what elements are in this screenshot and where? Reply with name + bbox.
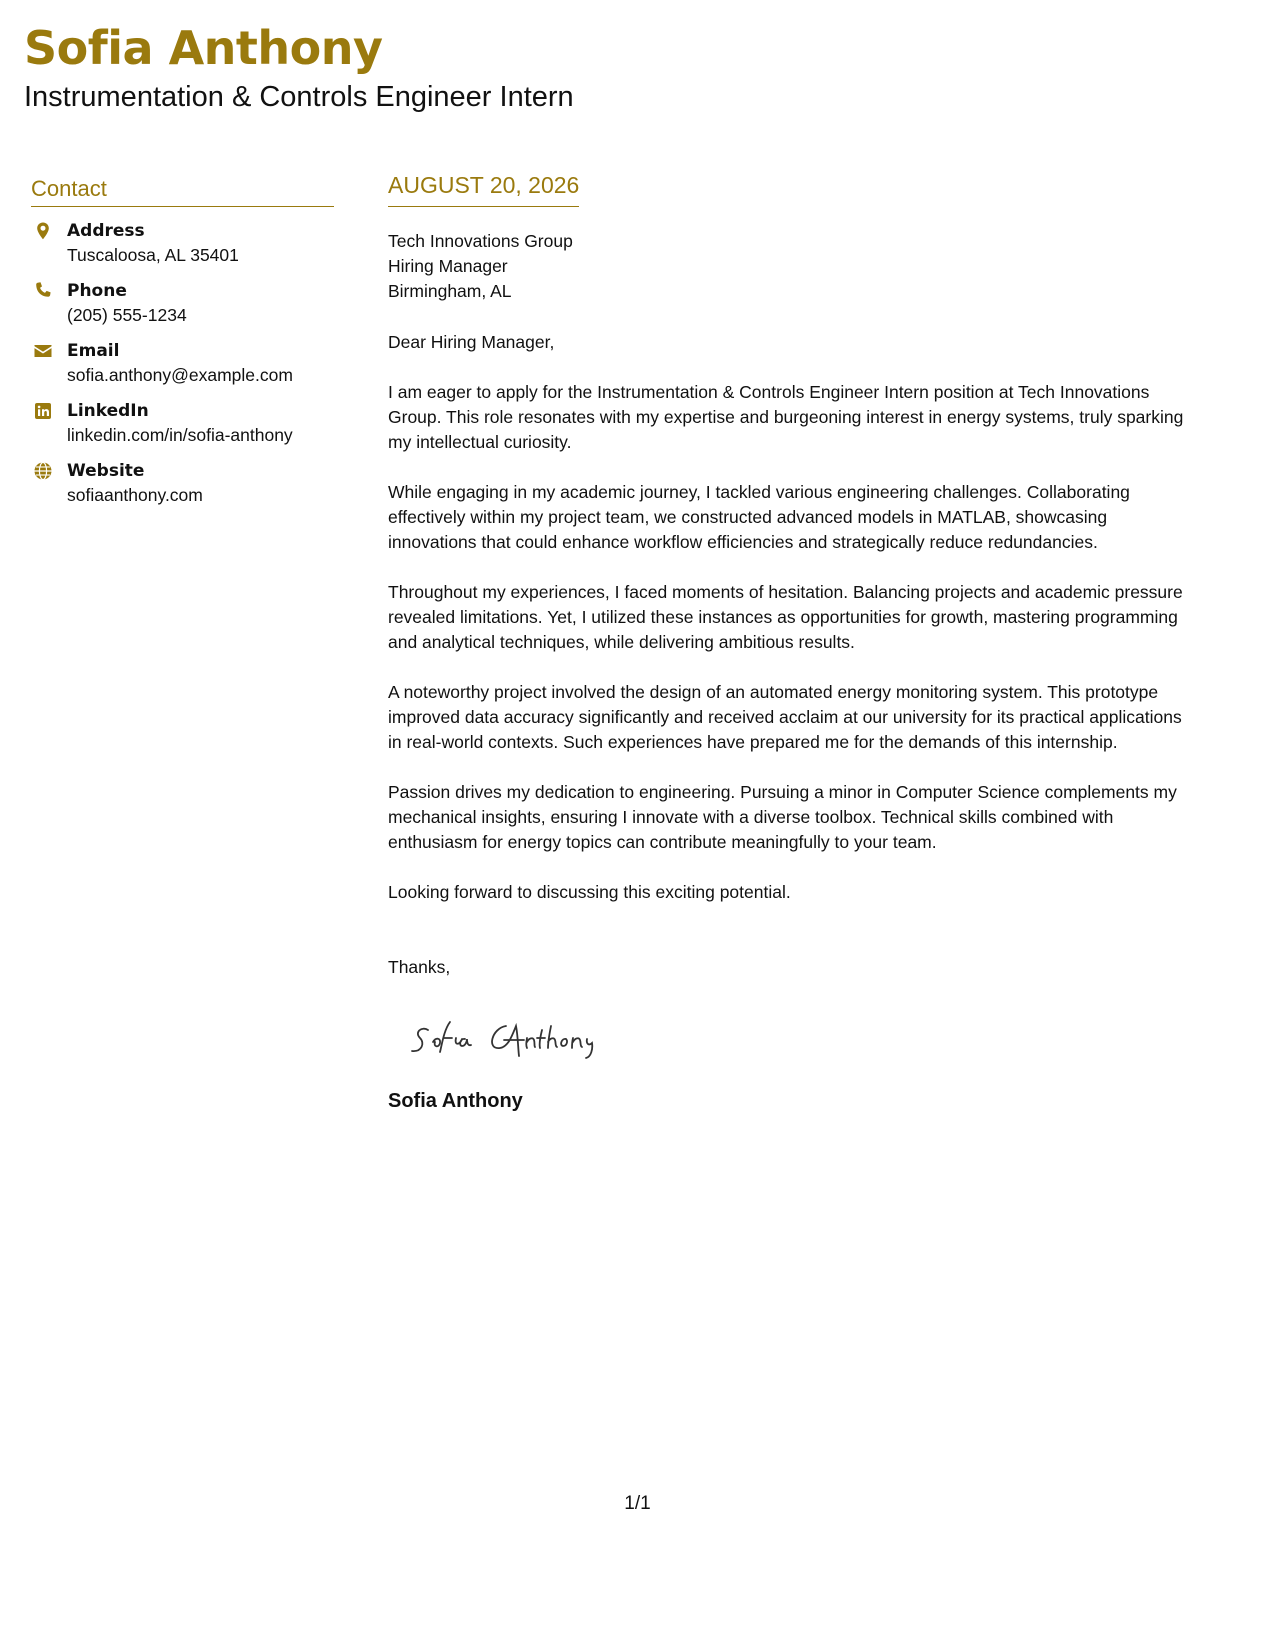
contact-label: Address [67, 221, 145, 242]
paragraph-6: Looking forward to discussing this exciting potential. [388, 881, 791, 902]
paragraph-2: While engaging in my academic journey, I tackled various engineering challenges. Collaborating effectively within my project team, we constructed advanced models in MATLAB, showcasing innovations that could enhance workflow efficiencies and strategically reduce redundancies. [388, 481, 1130, 552]
contact-sidebar [31, 176, 334, 507]
paragraph-1: I am eager to apply for the Instrumentation & Controls Engineer Intern position at Tech Innovations Group. This role resonates with my expertise and burgeoning interest in energy systems, truly sparking my intellectual curiosity. [388, 381, 1184, 452]
contact-value: linkedin.com/in/sofia-anthony [67, 425, 293, 446]
candidate-name: Sofia Anthony [24, 21, 383, 75]
contact-label: Email [67, 341, 120, 362]
contact-value: sofia.anthony@example.com [67, 365, 293, 386]
contact-website [31, 459, 334, 507]
envelope-icon [33, 341, 53, 361]
closing: Thanks, [388, 956, 451, 977]
contact-address [31, 219, 334, 267]
paragraph-3: Throughout my experiences, I faced moments of hesitation. Balancing projects and academic pressure revealed limitations. Yet, I utilized these instances as opportunities for growth, mastering programming and analytical techniques, while delivering ambitious results. [388, 581, 1183, 652]
contact-heading: Contact [31, 176, 334, 207]
page-number: 1/1 [624, 1493, 651, 1514]
recipient-block [388, 229, 1188, 304]
contact-value: sofiaanthony.com [67, 485, 203, 506]
contact-email [31, 339, 334, 387]
letter-date: AUGUST 20, 2026 [388, 172, 579, 207]
recipient-location: Birmingham, AL [388, 280, 512, 301]
contact-phone [31, 279, 334, 327]
globe-icon [33, 461, 53, 481]
contact-label: Website [67, 461, 145, 482]
contact-value: Tuscaloosa, AL 35401 [67, 245, 239, 266]
job-title: Instrumentation & Controls Engineer Intern [24, 81, 574, 113]
letter-body [388, 172, 1188, 1114]
phone-icon [33, 281, 53, 301]
signature-image [406, 1008, 636, 1068]
recipient-title: Hiring Manager [388, 255, 508, 276]
contact-label: Phone [67, 281, 127, 302]
salutation: Dear Hiring Manager, [388, 331, 555, 352]
recipient-company: Tech Innovations Group [388, 230, 573, 251]
contact-linkedin [31, 399, 334, 447]
paragraph-5: Passion drives my dedication to engineering. Pursuing a minor in Computer Science complements my mechanical insights, ensuring I innovate with a diverse toolbox. Technical skills combined with enthusiasm for energy topics can contribute meaningfully to your team. [388, 781, 1177, 852]
contact-value: (205) 555-1234 [67, 305, 187, 326]
paragraph-4: A noteworthy project involved the design of an automated energy monitoring system. This prototype improved data accuracy significantly and received acclaim at our university for its practical applications in real-world contexts. Such experiences have prepared me for the demands of this internship. [388, 681, 1182, 752]
contact-label: LinkedIn [67, 401, 149, 422]
map-pin-icon [33, 221, 53, 241]
linkedin-icon [33, 401, 53, 421]
signer-name: Sofia Anthony [388, 1089, 523, 1112]
